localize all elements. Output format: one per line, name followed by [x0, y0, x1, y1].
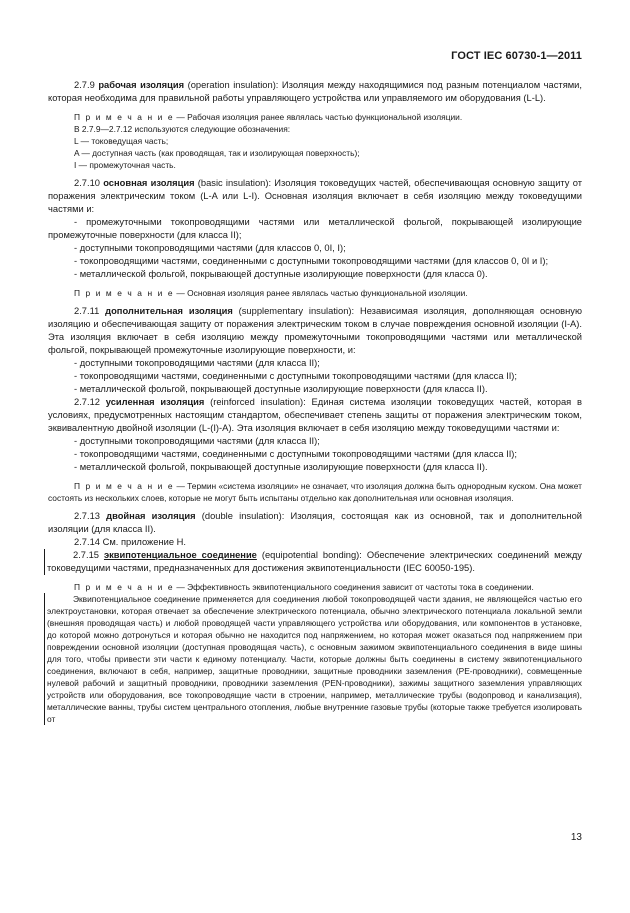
- note-label: П р и м е ч а н и е: [74, 288, 175, 298]
- note-2: [48, 287, 582, 299]
- clause-text: (reinforced insulation): Единая система изоляции токоведущих частей, которая в условиях, предусмотренных настоящим стандартом, обеспечивает степень защиты от поражения электрическим током, эквивалентную двойной изоляции (L-(I)-A). Эта изоляция включает в себя изоляцию между токоведущими частями и:: [48, 397, 582, 433]
- list-item: - доступными токопроводящими частями (для класса II);: [74, 358, 320, 368]
- note-label: П р и м е ч а н и е: [74, 481, 175, 491]
- clause-2-7-14: 2.7.14 См. приложение H.: [74, 537, 187, 547]
- note-1: [48, 111, 582, 171]
- note-text: — Рабочая изоляция ранее являлась частью функциональной изоляции.: [174, 112, 463, 122]
- clause-text: (double insulation): Изоляция, состоящая как из основной, так и дополнительной изоляции (для класса II).: [48, 511, 582, 534]
- note-text: — Термин «система изоляции» не означает, что изоляция должна быть однородным куском. Она может состоять из нескольких слоев, которые не могут быть испытаны отдельно как дополнительная или основная изоляция.: [48, 481, 582, 503]
- clause-2-7-11: [48, 305, 582, 357]
- note-4: [48, 581, 582, 725]
- clause-text: (supplementary insulation): Независимая изоляция, дополняющая основную изоляцию и обеспечивающая защиту от поражения электрическим током в случае повреждения основной изоляции (I-A). Эта изоляция включает в себя изоляцию между промежуточными токопроводящими частями или металлической фольгой, покрывающей промежуточные изолирующие поверхности, и:: [48, 306, 582, 355]
- list-item: - металлической фольгой, покрывающей доступные изолирующие поверхности (для класса II).: [74, 384, 488, 394]
- page-content: [48, 79, 582, 725]
- clause-term: дополнительная изоляция: [105, 306, 233, 316]
- clause-term: основная изоляция: [103, 178, 195, 188]
- clause-term: эквипотенциальное соединение: [103, 550, 257, 560]
- clause-text: (equipotential bonding): Обеспечение электрических соединений между токоведущими частями, предназначенных для достижения эквипотенциальности (IEC 60050-195).: [47, 550, 582, 573]
- list-item: - металлической фольгой, покрывающей доступные изолирующие поверхности (для класса II).: [74, 462, 488, 472]
- note-text: — Эффективность эквипотенциального соединения зависит от частоты тока в соединении.: [174, 582, 534, 592]
- clause-number: 2.7.10: [74, 178, 100, 188]
- clause-2-7-10: [48, 177, 582, 216]
- clause-number: 2.7.15: [73, 550, 99, 560]
- clause-number: 2.7.13: [74, 511, 100, 521]
- page-number: 13: [570, 832, 582, 843]
- clause-2-7-13: [48, 510, 582, 536]
- note-line: I — промежуточная часть.: [74, 160, 176, 170]
- note-line: A — доступная часть (как проводящая, так и изолирующая поверхность);: [74, 148, 360, 158]
- list-item: - токопроводящими частями, соединенными с доступными токопроводящими частями (для классов 0, 0I и I);: [74, 256, 549, 266]
- note-3: [48, 480, 582, 504]
- clause-2-7-9: [48, 79, 582, 105]
- list-item: - токопроводящими частями, соединенными с доступными токопроводящими частями (для класса II);: [74, 449, 518, 459]
- clause-number: 2.7.12: [74, 397, 100, 407]
- list-item: - доступными токопроводящими частями (для классов 0, 0I, I);: [74, 243, 346, 253]
- clause-term: усиленная изоляция: [105, 397, 205, 407]
- note-paragraph: Эквипотенциальное соединение применяется для соединения любой токопроводящей части здания, не являющейся частью его электроустановки, которая отвечает за обеспечение электрического потенциала, обычно электрического потенциала локальной земли (внешняя проводящая часть) и любой проводящей части управляющего устройства или оборудования, или компонентов в установке, до которой можно дотронуться и которая обычно не находится под напряжением, но которая может оказаться под напряжением при повреждении основной изоляции (доступная проводящая часть), с основным зажимом эквипотенциального соединения в виде шины для того, чтобы привести эти части к единому потенциалу. Части, которые должны быть соединены в систему эквипотенциального соединения, включают в себя, например, защитные проводники, защитные проводники заземления (PE-проводники), совмещенные нулевой рабочий и защитный проводники, проводники заземления (PEN-проводники), зажимы защитного заземления управляющих устройств или оборудования, все токопроводящие части в строении, например, металлические трубы (водопровод и канализация), металлические ванны, трубы систем центрального отопления, любые внутренние газовые трубы (которые также требуется изолировать от: [44, 593, 582, 725]
- clause-term: рабочая изоляция: [98, 80, 185, 90]
- clause-text: (operation insulation): Изоляция между находящимися под разным потенциалом частями, которая необходима для правильной работы управляющего устройства или управляемого им оборудования (L-L).: [48, 80, 582, 103]
- clause-2-7-12: [48, 396, 582, 435]
- note-text: — Основная изоляция ранее являлась частью функциональной изоляции.: [174, 288, 468, 298]
- note-label: П р и м е ч а н и е: [74, 112, 175, 122]
- list-item: - доступными токопроводящими частями (для класса II);: [74, 436, 320, 446]
- note-line: L — токоведущая часть;: [74, 136, 169, 146]
- clause-text: (basic insulation): Изоляция токоведущих частей, обеспечивающая основную защиту от поражения электрическим током (L-A или L-I). Основная изоляция включает в себя изоляцию между токоведущими частями и:: [48, 178, 582, 214]
- note-line: В 2.7.9—2.7.12 используются следующие обозначения:: [74, 124, 291, 134]
- list-item: - токопроводящими частями, соединенными с доступными токопроводящими частями (для класса II);: [74, 371, 518, 381]
- clause-number: 2.7.11: [74, 306, 100, 316]
- clause-term: двойная изоляция: [106, 511, 196, 521]
- note-label: П р и м е ч а н и е: [74, 582, 175, 592]
- clause-2-7-15: [44, 549, 582, 575]
- standard-header: ГОСТ IEC 60730-1—2011: [451, 50, 582, 62]
- list-item: - промежуточными токопроводящими частями или металлической фольгой, покрывающей изолирующие промежуточные поверхности (для класса II);: [48, 217, 582, 240]
- clause-number: 2.7.9: [74, 80, 95, 90]
- list-item: - металлической фольгой, покрывающей доступные изолирующие поверхности (для класса 0).: [74, 269, 488, 279]
